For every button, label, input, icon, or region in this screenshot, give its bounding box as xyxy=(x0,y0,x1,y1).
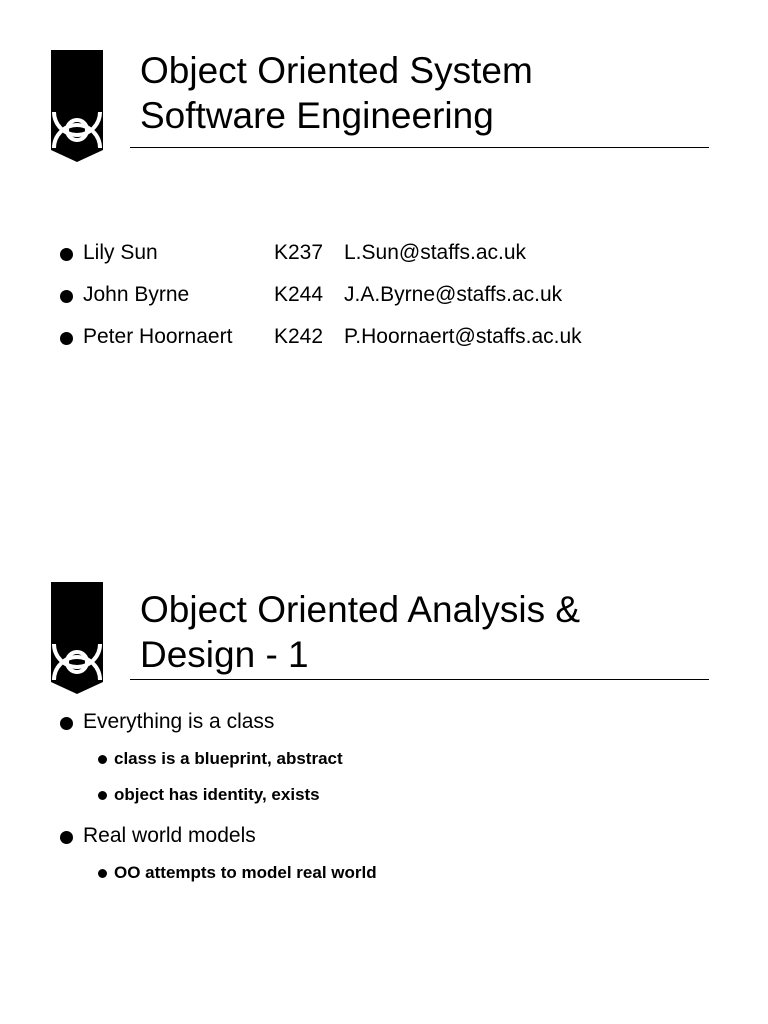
slide-2-title xyxy=(140,587,580,677)
contact-room: K237 xyxy=(274,241,324,264)
bullet-icon xyxy=(60,831,73,844)
slide-1-title-line-2: Software Engineering xyxy=(140,95,494,136)
subpoint-text: class is a blueprint, abstract xyxy=(114,749,343,768)
university-crest-icon xyxy=(51,50,103,162)
contact-email[interactable]: L.Sun@staffs.ac.uk xyxy=(344,241,527,264)
sub-bullet-icon xyxy=(98,755,107,764)
slide-1-title xyxy=(140,48,533,138)
contact-name: Lily Sun xyxy=(83,241,158,264)
slide-1-title-rule xyxy=(130,147,709,148)
contact-room: K244 xyxy=(274,283,324,306)
university-crest-icon xyxy=(51,582,103,694)
sub-bullet-icon xyxy=(98,869,107,878)
contact-email[interactable]: J.A.Byrne@staffs.ac.uk xyxy=(344,283,563,306)
slide-2-title-line-2: Design - 1 xyxy=(140,634,309,675)
slide-2-title-line-1: Object Oriented Analysis & xyxy=(140,589,581,630)
point-text: Everything is a class xyxy=(83,710,275,733)
sub-bullet-icon xyxy=(98,791,107,800)
bullet-icon xyxy=(60,332,73,345)
contact-email[interactable]: P.Hoornaert@staffs.ac.uk xyxy=(344,325,582,348)
slide-2-title-rule xyxy=(130,679,709,680)
bullet-icon xyxy=(60,717,73,730)
contact-room: K242 xyxy=(274,325,324,348)
contact-name: Peter Hoornaert xyxy=(83,325,233,348)
contact-name: John Byrne xyxy=(83,283,190,306)
point-text: Real world models xyxy=(83,824,256,847)
subpoint-text: OO attempts to model real world xyxy=(114,863,377,882)
slide-1-title-line-1: Object Oriented System xyxy=(140,50,533,91)
subpoint-text: object has identity, exists xyxy=(114,785,320,804)
bullet-icon xyxy=(60,290,73,303)
bullet-icon xyxy=(60,248,73,261)
slide-2 xyxy=(0,512,768,1024)
